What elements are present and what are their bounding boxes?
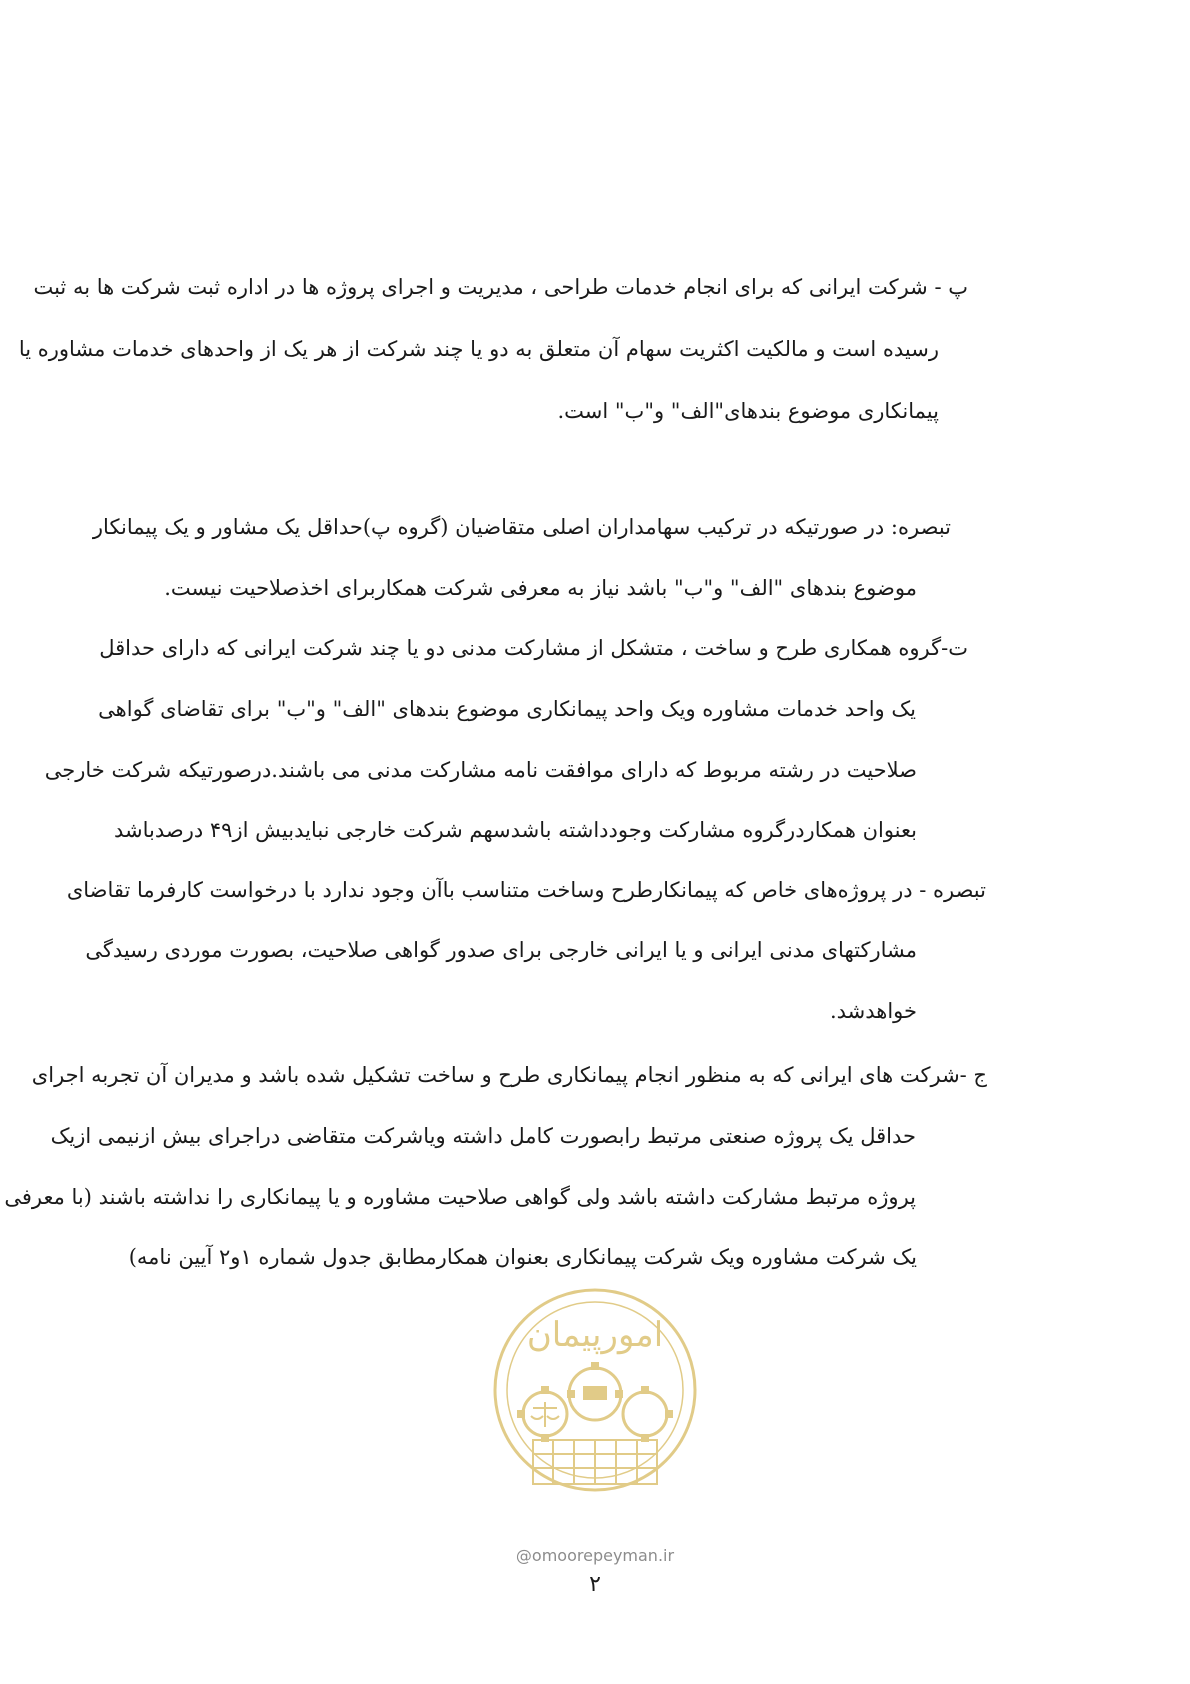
- watermark-url: @omoorepeyman.ir: [515, 1546, 675, 1565]
- text-line: موضوع بندهای "الف" و"ب" باشد نیاز به معرفی شرکت همکاربرای اخذصلاحیت نیست.: [164, 576, 917, 600]
- page-number: ۲: [589, 1572, 601, 1597]
- text-line: ج -شرکت های ایرانی که به منظور انجام پیمانکاری طرح و ساخت تشکیل شده باشد و مدیران آن تجربه اجرای: [31, 1063, 987, 1087]
- text-line: صلاحیت در رشته مربوط که دارای موافقت نامه مشارکت مدنی می باشند.درصورتیکه شرکت خارجی: [44, 758, 917, 782]
- text-line: تبصره - در پروژه‌های خاص که پیمانکارطرح وساخت متناسب باآن وجود ندارد با درخواست کارفرما تقاضای: [66, 878, 986, 902]
- text-line: خواهدشد.: [829, 999, 917, 1023]
- text-line: یک شرکت مشاوره ویک شرکت پیمانکاری بعنوان همکارمطابق جدول شماره ۱و۲ آیین نامه): [128, 1245, 917, 1269]
- text-line: پ - شرکت ایرانی که برای انجام خدمات طراحی ، مدیریت و اجرای پروژه ها در اداره ثبت شرکت ها به ثبت: [33, 275, 968, 299]
- text-line: رسیده است و مالکیت اکثریت سهام آن متعلق به دو یا چند شرکت از هر یک از واحدهای خدمات مشاوره یا: [18, 337, 939, 361]
- text-line: تبصره: در صورتیکه در ترکیب سهامداران اصلی متقاضیان (گروه پ)حداقل یک مشاور و یک پیمانکار: [92, 515, 951, 539]
- text-line: پیمانکاری موضوع بندهای"الف" و"ب" است.: [557, 399, 939, 423]
- text-line: مشارکتهای مدنی ایرانی و یا ایرانی خارجی برای صدور گواهی صلاحیت، بصورت موردی رسیدگی: [85, 938, 917, 962]
- text-line: حداقل یک پروژه صنعتی مرتبط رابصورت کامل داشته ویاشرکت متقاضی دراجرای بیش ازنیمی ازیک: [50, 1124, 916, 1148]
- watermark-logo: [487, 1282, 703, 1578]
- text-line: بعنوان همکاردرگروه مشارکت وجودداشته باشدسهم شرکت خارجی نبایدبیش از۴۹ درصدباشد: [114, 818, 917, 842]
- text-line: ت-گروه همکاری طرح و ساخت ، متشکل از مشارکت مدنی دو یا چند شرکت ایرانی که دارای حداقل: [99, 636, 968, 660]
- text-line: پروژه مرتبط مشارکت داشته باشد ولی گواهی صلاحیت مشاوره و یا پیمانکاری را نداشته باشند (با معرفی: [4, 1185, 916, 1209]
- watermark-logo-text: امورپیمان: [526, 1315, 664, 1355]
- text-line: یک واحد خدمات مشاوره ویک واحد پیمانکاری موضوع بندهای "الف" و"ب" برای تقاضای گواهی: [98, 697, 916, 721]
